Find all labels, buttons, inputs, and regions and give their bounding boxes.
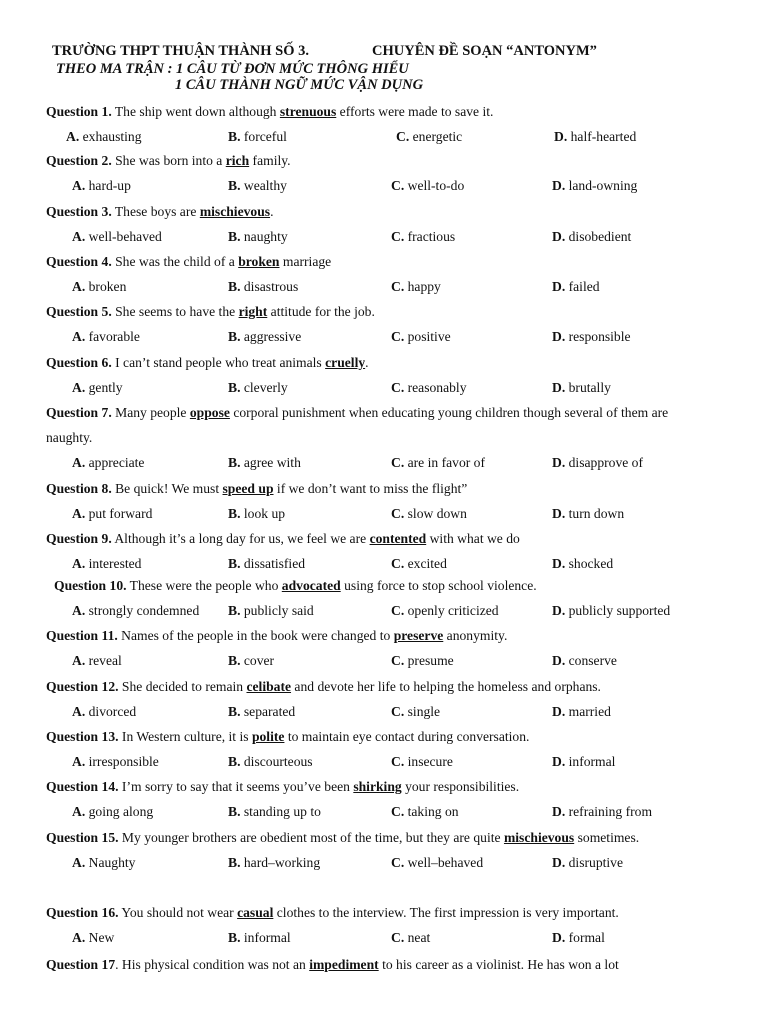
option-b[interactable]: B. publicly said <box>228 603 314 618</box>
question-17 <box>46 952 716 977</box>
question-5 <box>46 299 716 349</box>
option-a[interactable]: A. irresponsible <box>72 754 159 769</box>
question-15 <box>46 825 664 875</box>
option-a[interactable]: A. hard-up <box>72 178 131 193</box>
question-stem: Question 2. She was born into a rich family. <box>46 153 291 168</box>
option-d[interactable]: D. disobedient <box>552 229 632 244</box>
option-b[interactable]: B. cleverly <box>228 380 288 395</box>
question-number: Question 4. <box>46 254 112 269</box>
question-stem: Question 7. Many people oppose corporal punishment when educating young children though several of them are naughty. <box>46 405 669 445</box>
question-3 <box>46 199 716 249</box>
options-row <box>46 375 716 400</box>
underlined-keyword: mischievous <box>503 830 575 845</box>
underlined-keyword: impediment <box>309 957 379 972</box>
header-line-1 <box>52 43 597 60</box>
option-a[interactable]: A. put forward <box>72 506 153 521</box>
option-a[interactable]: A. going along <box>72 804 154 819</box>
option-a[interactable]: A. broken <box>72 279 127 294</box>
option-a[interactable]: A. New <box>72 930 115 945</box>
underlined-keyword: strenuous <box>279 104 337 119</box>
question-number: Question 8. <box>46 481 112 496</box>
option-b[interactable]: B. look up <box>228 506 286 521</box>
header-line-3: 1 CÂU THÀNH NGỮ MỨC VẬN DỤNG <box>175 77 424 93</box>
option-b[interactable]: B. forceful <box>228 129 287 144</box>
question-number: Question 13. <box>46 729 119 744</box>
option-b[interactable]: B. separated <box>228 704 296 719</box>
question-stem: Question 15. My younger brothers are obedient most of the time, but they are quite mischievous sometimes. <box>46 830 640 845</box>
question-stem: Question 14. I’m sorry to say that it seems you’ve been shirking your responsibilities. <box>46 779 520 794</box>
option-a[interactable]: A. divorced <box>72 704 137 719</box>
header-line-2: THEO MA TRẬN : 1 CÂU TỪ ĐƠN MỨC THÔNG HIỂU <box>56 61 409 77</box>
question-9 <box>46 526 716 576</box>
question-stem: Question 3. These boys are mischievous. <box>46 204 274 219</box>
question-number: Question 2. <box>46 153 112 168</box>
options-row <box>46 324 716 349</box>
option-d[interactable]: D. disruptive <box>552 855 623 870</box>
option-c[interactable]: C. well-to-do <box>391 178 465 193</box>
underlined-keyword: oppose <box>189 405 230 420</box>
option-a[interactable]: A. favorable <box>72 329 140 344</box>
option-b[interactable]: B. disastrous <box>228 279 299 294</box>
option-a[interactable]: A. strongly condemned <box>72 603 200 618</box>
question-number: Question 7. <box>46 405 112 420</box>
option-c[interactable]: C. energetic <box>396 129 463 144</box>
option-c[interactable]: C. openly criticized <box>391 603 499 618</box>
options-row <box>46 749 716 774</box>
option-d[interactable]: D. responsible <box>552 329 631 344</box>
option-d[interactable]: D. conserve <box>552 653 617 668</box>
option-b[interactable]: B. dissatisfied <box>228 556 306 571</box>
options-row <box>46 925 716 950</box>
underlined-keyword: celibate <box>246 679 292 694</box>
topic-title: CHUYÊN ĐỀ SOẠN “ANTONYM” <box>372 43 597 59</box>
question-stem: Question 4. She was the child of a broken marriage <box>46 254 332 269</box>
underlined-keyword: polite <box>251 729 285 744</box>
question-stem: Question 11. Names of the people in the book were changed to preserve anonymity. <box>46 628 508 643</box>
option-c[interactable]: C. slow down <box>391 506 467 521</box>
underlined-keyword: broken <box>238 254 280 269</box>
option-b[interactable]: B. discourteous <box>228 754 313 769</box>
underlined-keyword: preserve <box>393 628 444 643</box>
options-row <box>46 224 716 249</box>
option-d[interactable]: D. disapprove of <box>552 455 643 470</box>
option-c[interactable]: C. are in favor of <box>391 455 485 470</box>
option-d[interactable]: D. failed <box>552 279 600 294</box>
options-row <box>46 699 716 724</box>
question-number: Question 17 <box>46 957 116 972</box>
option-a[interactable]: A. reveal <box>72 653 122 668</box>
question-number: Question 14. <box>46 779 119 794</box>
question-stem: Question 12. She decided to remain celibate and devote her life to helping the homeless and orphans. <box>46 679 601 694</box>
option-c[interactable]: C. well–behaved <box>391 855 484 870</box>
option-d[interactable]: D. shocked <box>552 556 614 571</box>
option-d[interactable]: D. land-owning <box>552 178 638 193</box>
option-a[interactable]: A. well-behaved <box>72 229 162 244</box>
question-8 <box>46 476 716 526</box>
option-a[interactable]: A. gently <box>72 380 123 395</box>
question-number: Question 15. <box>46 830 119 845</box>
option-c[interactable]: C. single <box>391 704 441 719</box>
option-b[interactable]: B. standing up to <box>228 804 321 819</box>
option-c[interactable]: C. fractious <box>391 229 456 244</box>
question-number: Question 16. <box>46 905 119 920</box>
options-row <box>46 450 710 475</box>
question-stem: Question 13. In Western culture, it is polite to maintain eye contact during conversation. <box>46 729 530 744</box>
question-stem: Question 17. His physical condition was not an impediment to his career as a violinist. He has won a lot <box>46 957 619 972</box>
question-stem: Question 16. You should not wear casual clothes to the interview. The first impression is very important. <box>46 905 619 920</box>
question-stem: Question 9. Although it’s a long day for us, we feel we are contented with what we do <box>46 531 520 546</box>
underlined-keyword: cruelly <box>325 355 366 370</box>
option-a[interactable]: A. appreciate <box>72 455 145 470</box>
question-13 <box>46 724 716 774</box>
question-2 <box>46 148 716 198</box>
question-10 <box>46 573 716 623</box>
underlined-keyword: casual <box>237 905 274 920</box>
question-4 <box>46 249 716 299</box>
option-d[interactable]: D. brutally <box>552 380 611 395</box>
underlined-keyword: right <box>238 304 268 319</box>
options-row <box>46 124 716 149</box>
question-number: Question 5. <box>46 304 112 319</box>
option-d[interactable]: D. refraining from <box>552 804 653 819</box>
options-row <box>46 648 716 673</box>
option-b[interactable]: B. informal <box>228 930 291 945</box>
question-number: Question 6. <box>46 355 112 370</box>
question-number: Question 9. <box>46 531 112 546</box>
question-number: Question 1. <box>46 104 112 119</box>
question-number: Question 10. <box>54 578 127 593</box>
question-stem: Question 6. I can’t stand people who treat animals cruelly. <box>46 355 369 370</box>
option-a[interactable]: A. interested <box>72 556 142 571</box>
options-row <box>46 173 716 198</box>
option-b[interactable]: B. wealthy <box>228 178 287 193</box>
option-c[interactable]: C. excited <box>391 556 447 571</box>
option-c[interactable]: C. taking on <box>391 804 459 819</box>
option-c[interactable]: C. reasonably <box>391 380 467 395</box>
option-c[interactable]: C. happy <box>391 279 441 294</box>
option-b[interactable]: B. aggressive <box>228 329 302 344</box>
question-number: Question 11. <box>46 628 118 643</box>
question-1 <box>46 99 716 149</box>
option-b[interactable]: B. hard–working <box>228 855 321 870</box>
option-b[interactable]: B. naughty <box>228 229 288 244</box>
school-name: TRƯỜNG THPT THUẬN THÀNH SỐ 3. <box>52 43 310 59</box>
options-row <box>46 274 716 299</box>
underlined-keyword: mischievous <box>199 204 271 219</box>
question-12 <box>46 674 716 724</box>
option-d[interactable]: D. turn down <box>552 506 625 521</box>
option-d[interactable]: D. publicly supported <box>552 603 671 618</box>
question-stem: Question 1. The ship went down although strenuous efforts were made to save it. <box>46 104 494 119</box>
question-11 <box>46 623 716 673</box>
option-c[interactable]: C. presume <box>391 653 454 668</box>
underlined-keyword: contented <box>369 531 427 546</box>
underlined-keyword: advocated <box>281 578 341 593</box>
option-c[interactable]: C. positive <box>391 329 451 344</box>
question-stem: Question 5. She seems to have the right attitude for the job. <box>46 304 375 319</box>
options-row <box>46 501 716 526</box>
option-b[interactable]: B. cover <box>228 653 275 668</box>
question-stem: Question 10. These were the people who advocated using force to stop school violence. <box>54 578 537 593</box>
options-row <box>46 850 664 875</box>
option-d[interactable]: D. half-hearted <box>554 129 637 144</box>
underlined-keyword: speed up <box>222 481 274 496</box>
question-number: Question 3. <box>46 204 112 219</box>
option-d[interactable]: D. formal <box>552 930 605 945</box>
question-14 <box>46 774 716 824</box>
question-7 <box>46 400 710 475</box>
question-16 <box>46 900 716 950</box>
option-a[interactable]: A. Naughty <box>72 855 136 870</box>
question-stem: Question 8. Be quick! We must speed up if we don’t want to miss the flight” <box>46 481 468 496</box>
option-b[interactable]: B. agree with <box>228 455 301 470</box>
option-c[interactable]: C. neat <box>391 930 431 945</box>
options-row <box>46 799 716 824</box>
underlined-keyword: rich <box>225 153 250 168</box>
options-row <box>46 598 716 623</box>
option-d[interactable]: D. married <box>552 704 611 719</box>
option-a[interactable]: A. exhausting <box>66 129 142 144</box>
question-number: Question 12. <box>46 679 119 694</box>
option-d[interactable]: D. informal <box>552 754 616 769</box>
option-c[interactable]: C. insecure <box>391 754 453 769</box>
question-6 <box>46 350 716 400</box>
underlined-keyword: shirking <box>353 779 402 794</box>
